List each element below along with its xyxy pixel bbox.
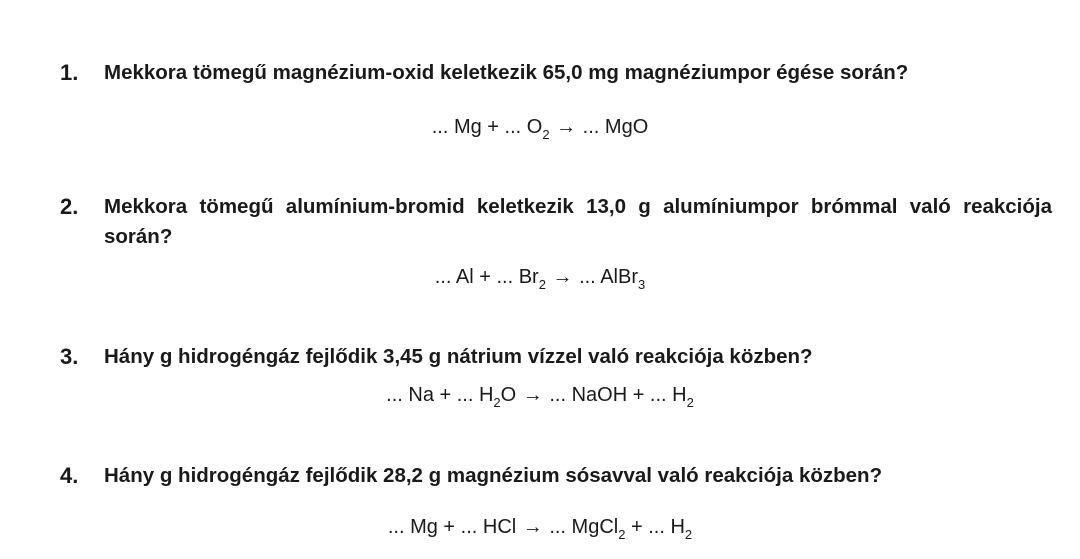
subscript: 2 <box>542 127 550 142</box>
question-4 <box>60 461 1052 491</box>
equation-products: ... AlBr <box>573 266 638 288</box>
equation-2 <box>0 264 1080 290</box>
question-3 <box>60 342 1052 372</box>
equation-products: ... MgO <box>577 116 649 138</box>
equation-reactants: ... Na + ... H <box>386 384 494 406</box>
question-1 <box>60 58 1052 88</box>
subscript: 2 <box>493 395 501 410</box>
question-text: Hány g hidrogéngáz fejlődik 3,45 g nátrium vízzel való reakciója közben? <box>104 345 813 368</box>
equation-reactants: ... Mg + ... O <box>431 116 543 138</box>
subscript: 2 <box>538 277 546 292</box>
reaction-arrow: → <box>522 516 543 538</box>
subscript: 3 <box>637 277 646 292</box>
equation-4 <box>0 514 1080 540</box>
equation-reactants: ... Al + ... Br <box>434 266 539 288</box>
equation-1 <box>0 114 1080 140</box>
question-text: Mekkora tömegű alumínium-bromid keletkezik 13,0 g alumíniumpor brómmal való reakciója során? <box>104 195 1052 248</box>
reaction-arrow: → <box>552 266 573 288</box>
equation-3 <box>0 382 1080 408</box>
question-number: 2. <box>60 194 79 219</box>
equation-products: ... MgCl <box>543 516 619 538</box>
reaction-arrow: → <box>522 384 543 406</box>
question-number: 4. <box>60 463 79 488</box>
question-number: 3. <box>60 344 79 369</box>
question-2 <box>60 192 1052 252</box>
reaction-arrow: → <box>556 116 577 138</box>
equation-products: ... NaOH + ... H <box>543 384 687 406</box>
question-number: 1. <box>60 60 79 85</box>
subscript: 2 <box>618 527 626 542</box>
equation-reactants: ... Mg + ... HCl <box>387 516 522 538</box>
equation-reactants-cont: O <box>500 384 522 406</box>
question-text: Hány g hidrogéngáz fejlődik 28,2 g magnézium sósavval való reakciója közben? <box>104 464 883 487</box>
subscript: 2 <box>686 395 694 410</box>
subscript: 2 <box>684 527 693 542</box>
equation-products-cont: + ... H <box>625 516 685 538</box>
question-text: Mekkora tömegű magnézium-oxid keletkezik 65,0 mg magnéziumpor égése során? <box>104 61 909 84</box>
